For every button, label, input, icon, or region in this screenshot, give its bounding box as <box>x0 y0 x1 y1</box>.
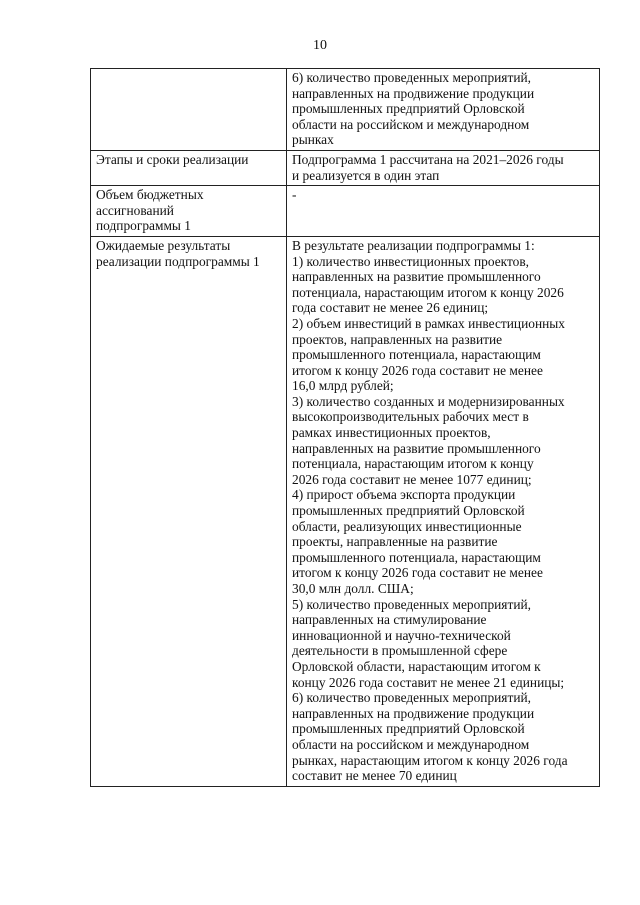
text-line: 3) количество созданных и модернизированных <box>292 393 565 409</box>
text-line: рынках, нарастающим итогом к концу 2026 года <box>292 752 568 768</box>
text-line: направленных на продвижение продукции <box>292 705 535 721</box>
text-line: проектов, направленных на развитие <box>292 331 503 347</box>
text-line: 1) количество инвестиционных проектов, <box>292 253 530 269</box>
row-label-cell <box>91 186 287 237</box>
text-line: области, реализующих инвестиционные <box>292 518 522 534</box>
text-line: потенциала, нарастающим итогом к концу 2026 <box>292 284 564 300</box>
text-line: В результате реализации подпрограммы 1: <box>292 237 535 253</box>
table-row <box>91 186 600 237</box>
text-line: высокопроизводительных рабочих мест в <box>292 409 529 425</box>
row-label: реализации подпрограммы 1 <box>96 253 260 269</box>
text-line: 5) количество проведенных мероприятий, <box>292 596 531 612</box>
text-line: концу 2026 года составит не менее 21 единицы; <box>292 674 565 690</box>
row-label: Объем бюджетных <box>96 187 204 203</box>
text-line: Подпрограмма 1 рассчитана на 2021–2026 годы <box>292 151 564 167</box>
page-number: 10 <box>313 38 327 53</box>
text-line: Орловской области, нарастающим итогом к <box>292 658 541 674</box>
row-label-cell <box>91 150 287 185</box>
text-line: направленных на развитие промышленного <box>292 440 541 456</box>
table-row <box>91 69 600 151</box>
text-line: 2) объем инвестиций в рамках инвестиционных <box>292 315 565 331</box>
text-line: промышленного потенциала, нарастающим <box>292 347 541 363</box>
row-content-cell <box>287 236 600 786</box>
text-line: направленных на продвижение продукции <box>292 85 535 101</box>
text-line: промышленных предприятий Орловской <box>292 503 525 519</box>
text-line: области на российском и международном <box>292 116 530 132</box>
text-line: промышленных предприятий Орловской <box>292 721 525 737</box>
text-line: проекты, направленные на развитие <box>292 534 498 550</box>
text-line: инновационной и научно-технической <box>292 627 511 643</box>
row-content-cell <box>287 69 600 151</box>
program-passport-table <box>90 68 600 787</box>
text-line: составит не менее 70 единиц <box>292 768 457 784</box>
row-content-cell <box>287 186 600 237</box>
row-label-cell <box>91 69 287 151</box>
text-line: итогом к концу 2026 года составит не менее <box>292 362 543 378</box>
table-row <box>91 236 600 786</box>
text-line: рынках <box>292 132 334 148</box>
row-label: Ожидаемые результаты <box>96 237 231 253</box>
text-line: области на российском и международном <box>292 736 530 752</box>
text-line: промышленных предприятий Орловской <box>292 101 525 117</box>
row-label: подпрограммы 1 <box>96 218 191 234</box>
table-row <box>91 150 600 185</box>
row-content-cell <box>287 150 600 185</box>
text-line: потенциала, нарастающим итогом к концу <box>292 456 534 472</box>
text-line: 16,0 млрд рублей; <box>292 378 394 394</box>
text-line: и реализуется в один этап <box>292 167 440 183</box>
text-line: 6) количество проведенных мероприятий, <box>292 70 531 85</box>
text-line: 4) прирост объема экспорта продукции <box>292 487 516 503</box>
text-line: промышленного потенциала, нарастающим <box>292 549 541 565</box>
text-line: 30,0 млн долл. США; <box>292 581 414 596</box>
row-label: Этапы и сроки реализации <box>96 151 249 167</box>
text-line: рамках инвестиционных проектов, <box>292 425 491 441</box>
row-label-cell <box>91 236 287 786</box>
text-line: направленных на стимулирование <box>292 612 487 628</box>
row-label: ассигнований <box>96 202 174 218</box>
text-line: направленных на развитие промышленного <box>292 269 541 285</box>
text-line: деятельности в промышленной сфере <box>292 643 508 659</box>
text-line: - <box>292 187 297 203</box>
text-line: 6) количество проведенных мероприятий, <box>292 690 531 706</box>
text-line: итогом к концу 2026 года составит не менее <box>292 565 543 581</box>
text-line: года составит не менее 26 единиц; <box>292 300 489 316</box>
text-line: 2026 года составит не менее 1077 единиц; <box>292 471 532 487</box>
